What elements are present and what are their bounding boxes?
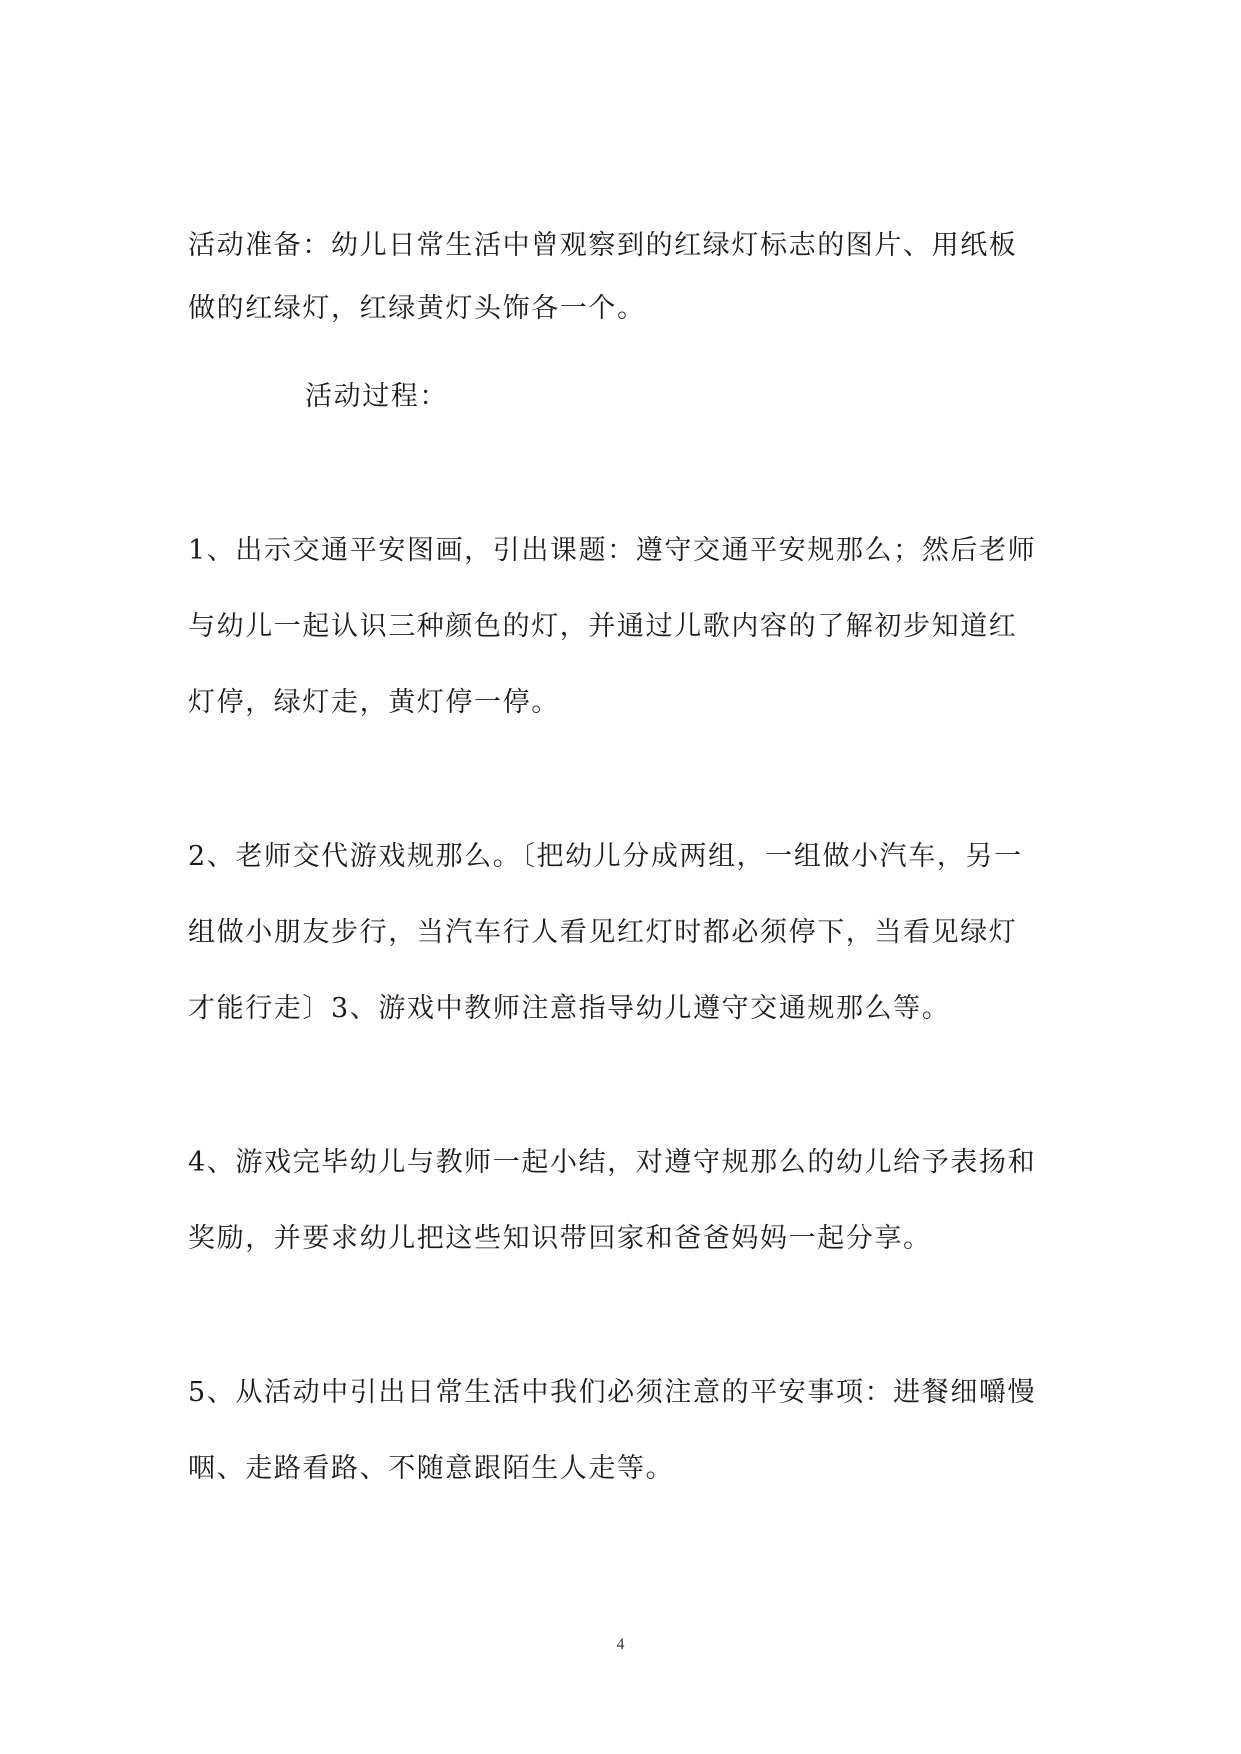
step5-line-1: 5、从活动中引出日常生活中我们必须注意的平安事项：进餐细嚼慢: [188, 1377, 1037, 1408]
step2-line-1: 2、老师交代游戏规那么。〔把幼儿分成两组，一组做小汽车，另一: [188, 841, 1023, 872]
step5-line-2: 咽、走路看路、不随意跟陌生人走等。: [188, 1453, 675, 1484]
step1-line-1: 1、出示交通平安图画，引出课题：遵守交通平安规那么；然后老师: [188, 535, 1037, 566]
process-heading: 活动过程：: [305, 381, 448, 412]
step2-line-2: 组做小朋友步行，当汽车行人看见红灯时都必须停下，当看见绿灯: [188, 917, 1018, 948]
step1-line-3: 灯停，绿灯走，黄灯停一停。: [188, 687, 560, 718]
preparation-line-2: 做的红绿灯，红绿黄灯头饰各一个。: [188, 293, 646, 324]
step4-line-1: 4、游戏完毕幼儿与教师一起小结，对遵守规那么的幼儿给予表扬和: [188, 1147, 1037, 1178]
step2-line-3: 才能行走〕3、游戏中教师注意指导幼儿遵守交通规那么等。: [188, 993, 951, 1024]
step1-line-2: 与幼儿一起认识三种颜色的灯，并通过儿歌内容的了解初步知道红: [188, 611, 1018, 642]
step4-line-2: 奖励，并要求幼儿把这些知识带回家和爸爸妈妈一起分享。: [188, 1223, 932, 1254]
page-number: 4: [616, 1636, 625, 1653]
preparation-line-1: 活动准备：幼儿日常生活中曾观察到的红绿灯标志的图片、用纸板: [188, 230, 1018, 261]
